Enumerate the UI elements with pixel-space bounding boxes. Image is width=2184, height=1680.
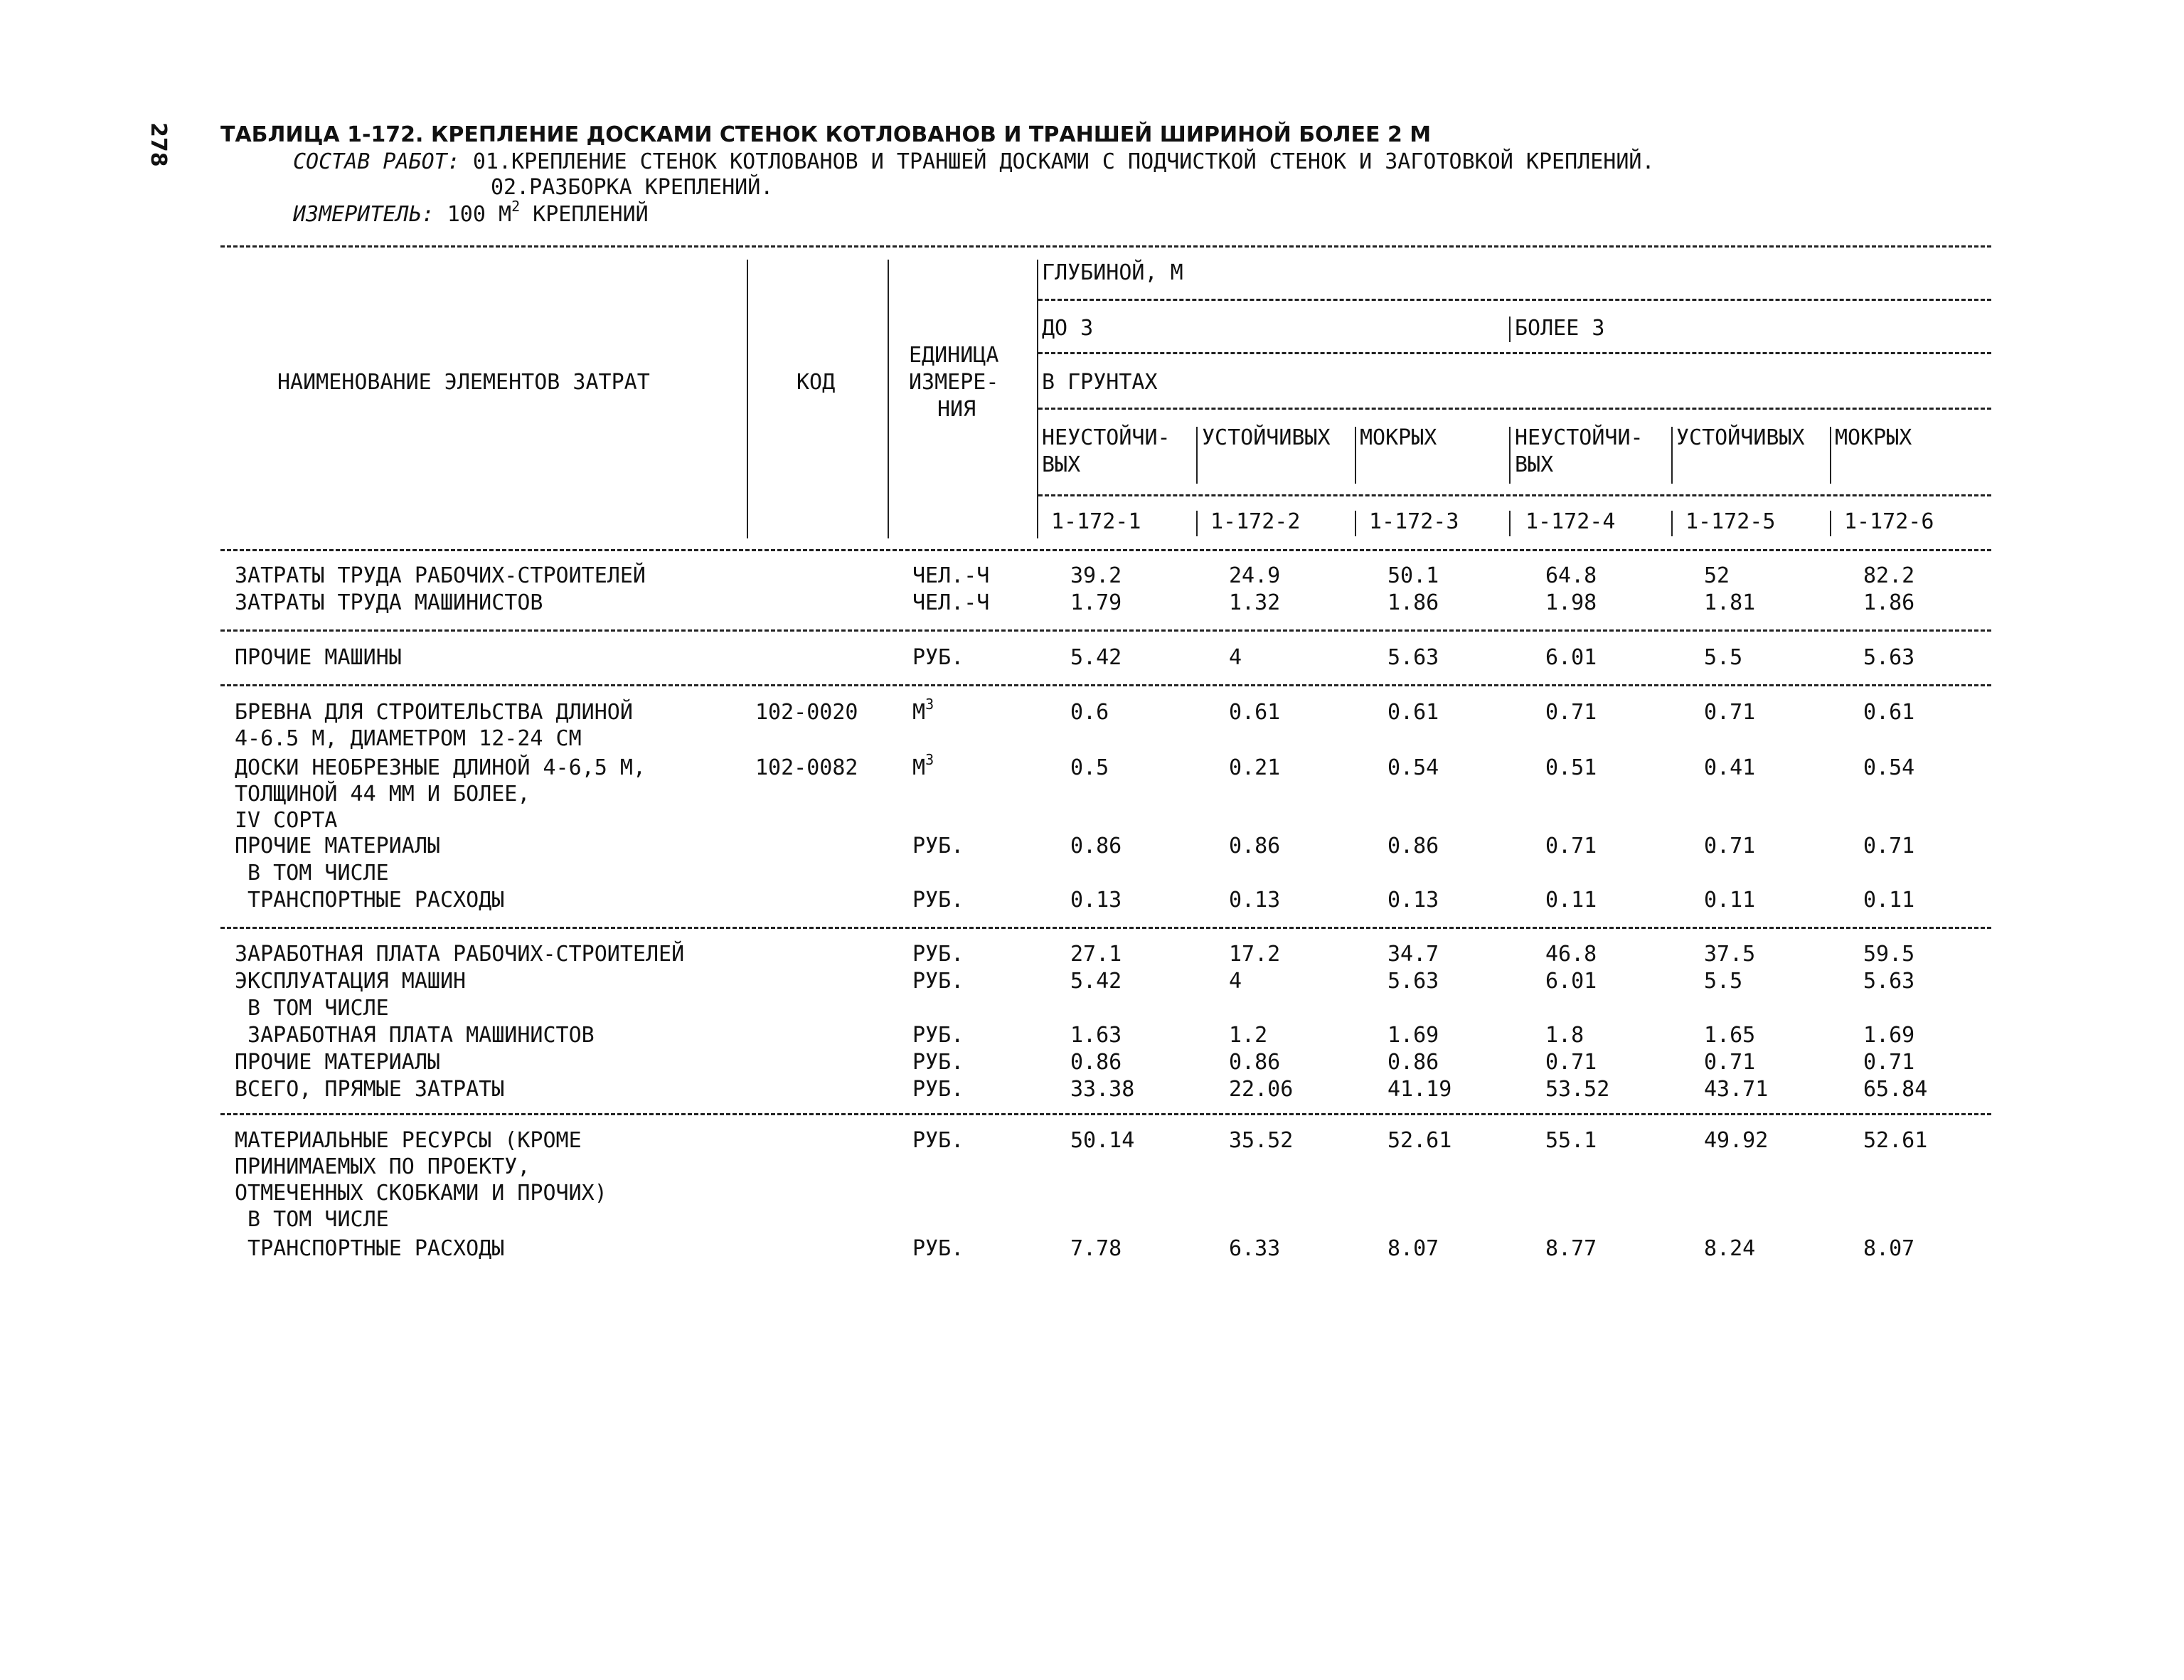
header-code-4: 1-172-4 (1525, 509, 1616, 534)
measure-value-post: КРЕПЛЕНИЙ (520, 202, 649, 227)
rule-codes (1038, 494, 1991, 496)
vbar-code5 (1671, 511, 1673, 536)
row-value: 5.63 (1863, 969, 1915, 994)
header-unstable1-a: НЕУСТОЙЧИ- (1042, 425, 1171, 450)
row-value: 1.98 (1545, 590, 1597, 615)
row-value: 6.33 (1229, 1236, 1281, 1261)
row-value: 0.13 (1387, 888, 1439, 913)
header-depth: ГЛУБИНОЙ, М (1042, 260, 1183, 285)
header-name: НАИМЕНОВАНИЕ ЭЛЕМЕНТОВ ЗАТРАТ (277, 370, 650, 395)
header-upto3: ДО 3 (1042, 316, 1094, 341)
rule-top (220, 245, 1991, 248)
row-value: 0.41 (1704, 755, 1756, 780)
row-name: ЭКСПЛУАТАЦИЯ МАШИН (235, 969, 467, 994)
row-value: 33.38 (1070, 1077, 1135, 1102)
row-value: 24.9 (1229, 563, 1281, 588)
row-value: 0.71 (1863, 834, 1915, 858)
row-value: 39.2 (1070, 563, 1122, 588)
row-value: 1.63 (1070, 1023, 1122, 1048)
row-value: 0.13 (1229, 888, 1281, 913)
row-value: 46.8 (1545, 942, 1597, 967)
row-name: ЗАРАБОТНАЯ ПЛАТА РАБОЧИХ-СТРОИТЕЛЕЙ (235, 942, 685, 967)
row-value: 6.01 (1545, 969, 1597, 994)
composition-block (293, 149, 1655, 175)
header-code: КОД (797, 370, 836, 395)
row-value: 0.11 (1704, 888, 1756, 913)
row-value: 0.11 (1863, 888, 1915, 913)
row-value: 0.71 (1545, 834, 1597, 858)
rule-sec1 (220, 629, 1991, 632)
row-value: 65.84 (1863, 1077, 1928, 1102)
row-value: 0.54 (1863, 755, 1915, 780)
row-name: ПРОЧИЕ МАШИНЫ (235, 645, 402, 670)
vbar-code1 (1037, 511, 1038, 536)
header-wet1: МОКРЫХ (1360, 425, 1437, 450)
row-value: 7.78 (1070, 1236, 1122, 1261)
rule-depth2 (1038, 352, 1991, 354)
row-name: ОТМЕЧЕННЫХ СКОБКАМИ И ПРОЧИХ) (235, 1181, 607, 1206)
row-value: 0.51 (1545, 755, 1597, 780)
row-value: 55.1 (1545, 1128, 1597, 1153)
row-name: БРЕВНА ДЛЯ СТРОИТЕЛЬСТВА ДЛИНОЙ (235, 700, 633, 725)
header-unstable2-b: ВЫХ (1515, 452, 1554, 477)
row-value: 5.42 (1070, 645, 1122, 670)
row-unit: РУБ. (912, 1236, 964, 1261)
row-name: В ТОМ ЧИСЛЕ (235, 861, 389, 886)
rule-sec4 (220, 1113, 1991, 1115)
row-value: 52.61 (1863, 1128, 1928, 1153)
row-value: 52 (1704, 563, 1730, 588)
row-value: 1.86 (1863, 590, 1915, 615)
header-soils: В ГРУНТАХ (1042, 370, 1158, 395)
row-value: 41.19 (1387, 1077, 1452, 1102)
vbar-code4 (1509, 511, 1511, 536)
vbar-wet1 (1355, 427, 1356, 484)
row-value: 0.86 (1387, 834, 1439, 858)
row-code: 102-0020 (755, 700, 858, 725)
row-value: 8.07 (1863, 1236, 1915, 1261)
row-value: 0.13 (1070, 888, 1122, 913)
row-value: 1.86 (1387, 590, 1439, 615)
measure-sup: 2 (511, 198, 521, 215)
row-name: 4-6.5 М, ДИАМЕТРОМ 12-24 СМ (235, 726, 582, 751)
row-value: 52.61 (1387, 1128, 1452, 1153)
rule-depth (1038, 299, 1991, 301)
row-name: ТРАНСПОРТНЫЕ РАСХОДЫ (235, 888, 505, 913)
row-value: 0.86 (1070, 834, 1122, 858)
vbar-unstable2 (1509, 427, 1511, 484)
row-unit: ЧЕЛ.-Ч (912, 563, 990, 588)
header-over3: БОЛЕЕ 3 (1515, 316, 1605, 341)
row-unit: $М^3$ (912, 696, 934, 725)
header-stable2: УСТОЙЧИВЫХ (1676, 425, 1805, 450)
row-value: 0.54 (1387, 755, 1439, 780)
header-unit-1: ЕДИНИЦА (909, 343, 999, 368)
vbar-unit (1037, 260, 1038, 538)
header-code-2: 1-172-2 (1210, 509, 1301, 534)
vbar-name (747, 260, 748, 538)
row-name: ПРОЧИЕ МАТЕРИАЛЫ (235, 1050, 440, 1075)
composition-line2: 02.РАЗБОРКА КРЕПЛЕНИЙ. (491, 175, 774, 200)
row-value: 50.1 (1387, 563, 1439, 588)
row-value: 1.69 (1863, 1023, 1915, 1048)
row-unit: ЧЕЛ.-Ч (912, 590, 990, 615)
row-unit: РУБ. (912, 942, 964, 967)
row-value: 22.06 (1229, 1077, 1294, 1102)
header-code-1: 1-172-1 (1051, 509, 1141, 534)
row-value: 64.8 (1545, 563, 1597, 588)
row-value: 0.71 (1704, 700, 1756, 725)
row-name: ЗАТРАТЫ ТРУДА МАШИНИСТОВ (235, 590, 543, 615)
row-name: ПРИНИМАЕМЫХ ПО ПРОЕКТУ, (235, 1154, 531, 1179)
composition-line1: 01.КРЕПЛЕНИЕ СТЕНОК КОТЛОВАНОВ И ТРАНШЕЙ ДОСКАМИ С ПОДЧИСТКОЙ СТЕНОК И ЗАГОТОВКОЙ КРЕПЛЕНИЙ. (472, 149, 1655, 174)
row-value: 0.61 (1229, 700, 1281, 725)
row-unit-sup: 3 (925, 696, 934, 713)
row-value: 50.14 (1070, 1128, 1135, 1153)
row-unit: РУБ. (912, 1128, 964, 1153)
rule-soils (1038, 408, 1991, 410)
row-unit: $М^3$ (912, 751, 934, 780)
header-wet2: МОКРЫХ (1835, 425, 1912, 450)
row-value: 49.92 (1704, 1128, 1769, 1153)
row-value: 82.2 (1863, 563, 1915, 588)
row-value: 0.71 (1545, 700, 1597, 725)
row-value: 5.63 (1387, 969, 1439, 994)
row-name: ТОЛЩИНОЙ 44 ММ И БОЛЕЕ, (235, 782, 531, 807)
row-value: 5.5 (1704, 969, 1743, 994)
row-name: ПРОЧИЕ МАТЕРИАЛЫ (235, 834, 440, 858)
row-value: 4 (1229, 645, 1242, 670)
row-value: 53.52 (1545, 1077, 1610, 1102)
row-value: 0.86 (1229, 1050, 1281, 1075)
row-value: 1.69 (1387, 1023, 1439, 1048)
row-value: 43.71 (1704, 1077, 1769, 1102)
row-name: В ТОМ ЧИСЛЕ (235, 1207, 389, 1232)
rule-sec2 (220, 684, 1991, 686)
row-value: 27.1 (1070, 942, 1122, 967)
header-stable1: УСТОЙЧИВЫХ (1202, 425, 1331, 450)
vbar-stable2 (1671, 427, 1673, 484)
row-value: 0.71 (1704, 834, 1756, 858)
row-name: ТРАНСПОРТНЫЕ РАСХОДЫ (235, 1236, 505, 1261)
vbar-code (888, 260, 889, 538)
row-value: 0.21 (1229, 755, 1281, 780)
composition-label: СОСТАВ РАБОТ: (293, 149, 460, 174)
row-unit-sup: 3 (925, 751, 934, 768)
row-value: 1.81 (1704, 590, 1756, 615)
row-name: В ТОМ ЧИСЛЕ (235, 996, 389, 1021)
row-value: 0.71 (1704, 1050, 1756, 1075)
header-code-3: 1-172-3 (1369, 509, 1459, 534)
measure-label: ИЗМЕРИТЕЛЬ: (293, 202, 435, 227)
row-value: 1.8 (1545, 1023, 1584, 1048)
rule-sec3 (220, 927, 1991, 929)
row-name: IV СОРТА (235, 808, 338, 833)
row-value: 5.63 (1863, 645, 1915, 670)
row-unit: РУБ. (912, 645, 964, 670)
row-value: 59.5 (1863, 942, 1915, 967)
row-name: МАТЕРИАЛЬНЫЕ РЕСУРСЫ (КРОМЕ (235, 1128, 582, 1153)
measure-block (293, 198, 649, 229)
row-value: 0.5 (1070, 755, 1109, 780)
row-value: 8.07 (1387, 1236, 1439, 1261)
row-value: 17.2 (1229, 942, 1281, 967)
row-value: 8.24 (1704, 1236, 1756, 1261)
row-value: 1.2 (1229, 1023, 1268, 1048)
rule-header-bottom (220, 549, 1991, 551)
row-value: 0.86 (1070, 1050, 1122, 1075)
row-value: 0.86 (1387, 1050, 1439, 1075)
row-value: 0.86 (1229, 834, 1281, 858)
row-name: ЗАТРАТЫ ТРУДА РАБОЧИХ-СТРОИТЕЛЕЙ (235, 563, 646, 588)
row-value: 5.42 (1070, 969, 1122, 994)
row-value: 1.79 (1070, 590, 1122, 615)
header-code-5: 1-172-5 (1685, 509, 1776, 534)
row-value: 5.63 (1387, 645, 1439, 670)
row-unit: РУБ. (912, 888, 964, 913)
page-number: 278 (146, 122, 171, 167)
row-value: 0.61 (1387, 700, 1439, 725)
vbar-stable1 (1196, 427, 1198, 484)
row-value: 37.5 (1704, 942, 1756, 967)
row-value: 0.61 (1863, 700, 1915, 725)
row-value: 8.77 (1545, 1236, 1597, 1261)
vbar-wet2 (1830, 427, 1831, 484)
vbar-code3 (1355, 511, 1356, 536)
measure-value: 100 М (447, 202, 512, 227)
row-unit: РУБ. (912, 1077, 964, 1102)
row-unit: РУБ. (912, 834, 964, 858)
row-name: ДОСКИ НЕОБРЕЗНЫЕ ДЛИНОЙ 4-6,5 М, (235, 755, 646, 780)
header-unit-2: ИЗМЕРЕ- (909, 370, 999, 395)
row-name: ЗАРАБОТНАЯ ПЛАТА МАШИНИСТОВ (235, 1023, 595, 1048)
row-value: 0.11 (1545, 888, 1597, 913)
vbar-code6 (1830, 511, 1831, 536)
vbar-code2 (1196, 511, 1198, 536)
row-unit: РУБ. (912, 1023, 964, 1048)
row-value: 34.7 (1387, 942, 1439, 967)
header-unstable2-a: НЕУСТОЙЧИ- (1515, 425, 1644, 450)
table-title: ТАБЛИЦА 1-172. КРЕПЛЕНИЕ ДОСКАМИ СТЕНОК КОТЛОВАНОВ И ТРАНШЕЙ ШИРИНОЙ БОЛЕЕ 2 М (220, 122, 1432, 147)
row-unit: РУБ. (912, 1050, 964, 1075)
header-unit-3: НИЯ (937, 397, 976, 422)
row-value: 0.71 (1545, 1050, 1597, 1075)
row-value: 1.65 (1704, 1023, 1756, 1048)
row-value: 0.6 (1070, 700, 1109, 725)
header-unstable1-b: ВЫХ (1042, 452, 1081, 477)
row-value: 35.52 (1229, 1128, 1294, 1153)
row-name: ВСЕГО, ПРЯМЫЕ ЗАТРАТЫ (235, 1077, 505, 1102)
row-value: 6.01 (1545, 645, 1597, 670)
row-value: 4 (1229, 969, 1242, 994)
row-value: 1.32 (1229, 590, 1281, 615)
header-code-6: 1-172-6 (1844, 509, 1934, 534)
row-unit: РУБ. (912, 969, 964, 994)
row-value: 5.5 (1704, 645, 1743, 670)
vbar-over3 (1509, 317, 1511, 342)
row-value: 0.71 (1863, 1050, 1915, 1075)
row-code: 102-0082 (755, 755, 858, 780)
